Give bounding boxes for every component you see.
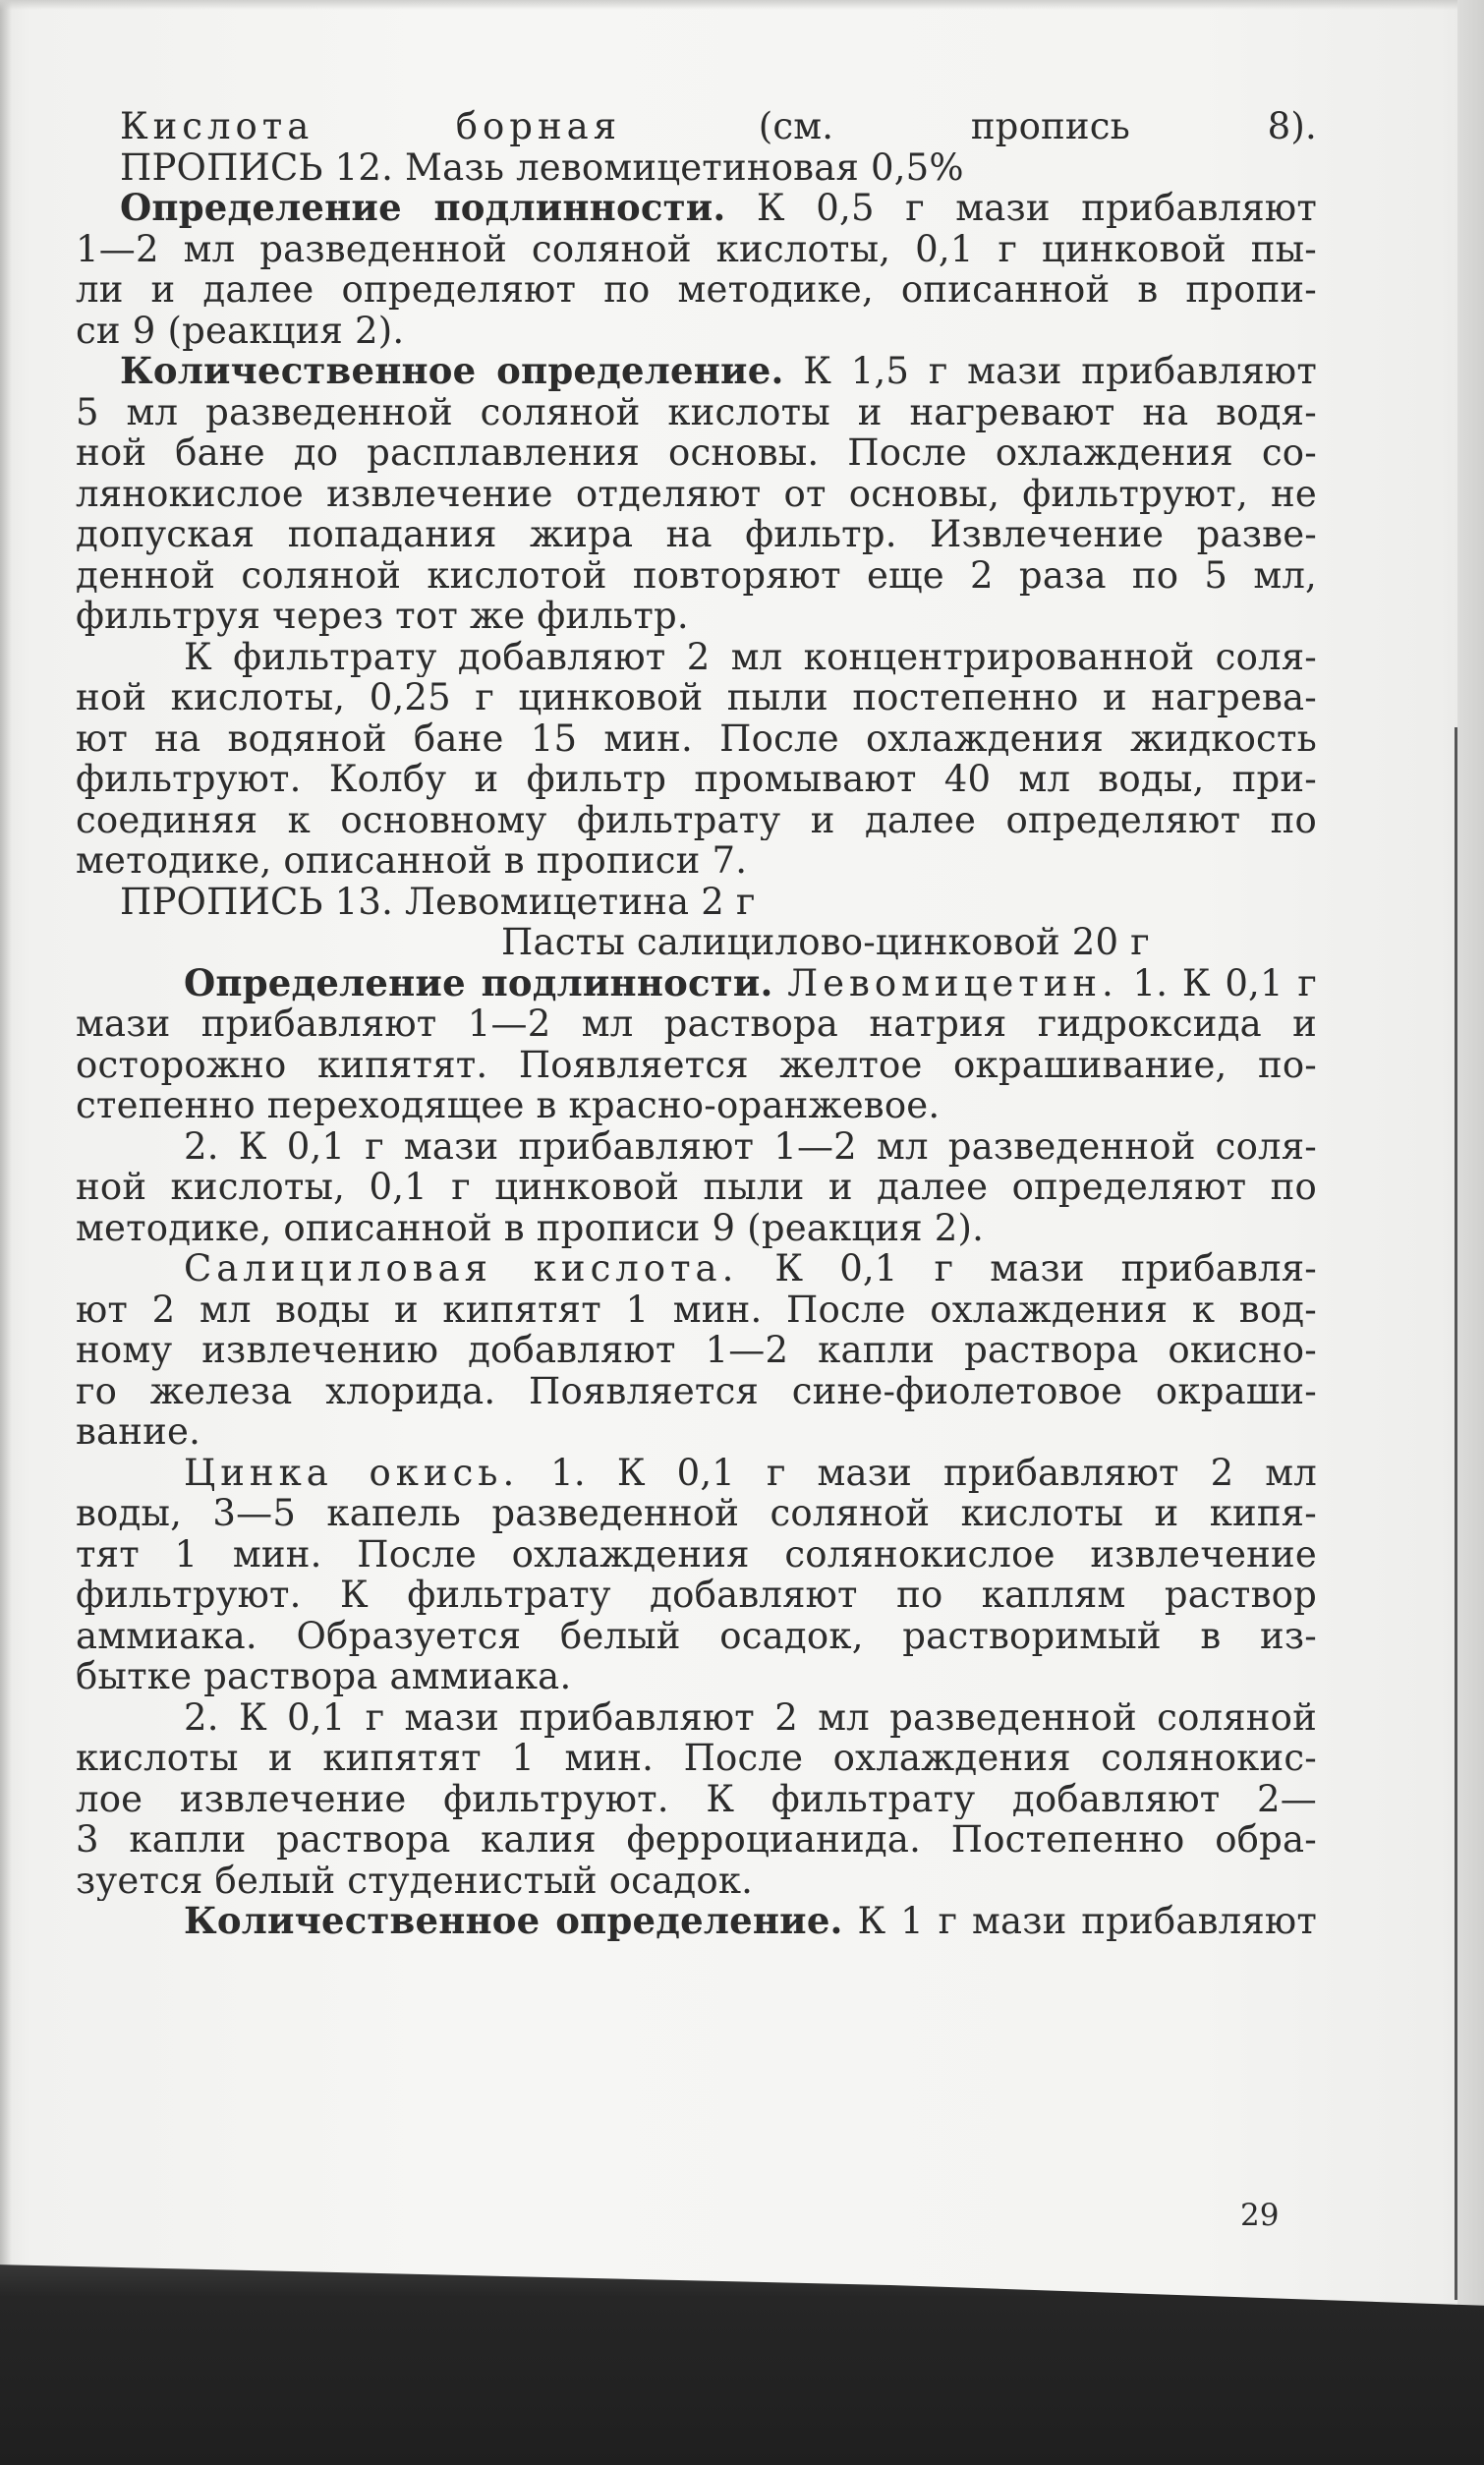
text-line: ют 2 мл воды и кипятят 1 мин. После охлаждения к вод- [76, 1289, 1317, 1330]
prescription-ingredient: Пасты салицилово-цинковой 20 г [501, 922, 1150, 963]
section-label: Количественное определение. [184, 1901, 843, 1942]
text-line: соединяя к основному фильтрату и далее определяют по [76, 799, 1317, 840]
text-line: Количественное определение. К 1,5 г мази прибавляют [120, 351, 1317, 392]
text-line: ной кислоты, 0,25 г цинковой пыли постепенно и нагрева- [76, 677, 1317, 718]
page-left-shadow [0, 0, 12, 2465]
text-line: го железа хлорида. Появляется сине-фиолетовое окраши- [76, 1370, 1317, 1411]
text-line: ной бане до расплавления основы. После охлаждения со- [76, 432, 1317, 474]
text-line: 5 мл разведенной соляной кислоты и нагревают на водя- [76, 391, 1317, 432]
text-line: Определение подлинности. К 0,5 г мази прибавляют [120, 188, 1317, 229]
text-line: аммиака. Образуется белый осадок, растворимый в из- [76, 1615, 1317, 1656]
text-line: 2. К 0,1 г мази прибавляют 1—2 мл разведенной соля- [184, 1125, 1317, 1167]
text-line: степенно переходящее в красно-оранжевое. [76, 1085, 941, 1126]
page-right-margin [1457, 0, 1484, 2465]
text-line: ли и далее определяют по методике, описанной в пропи- [76, 269, 1317, 311]
substance-label: Левомицетин. [787, 962, 1118, 1003]
text-line: денной соляной кислотой повторяют еще 2 раза по 5 мл, [76, 554, 1317, 596]
text-line: си 9 (реакция 2). [76, 310, 405, 351]
text-line: ют на водяной бане 15 мин. После охлаждения жидкость [76, 717, 1317, 759]
text-line: методике, описанной в прописи 7. [76, 840, 748, 882]
text-line: К фильтрату добавляют 2 мл концентрированной соля- [184, 636, 1317, 677]
text-line: Кислота борная (см. пропись 8). [120, 106, 1317, 147]
text-line: ному извлечению добавляют 1—2 капли раствора окисно- [76, 1330, 1317, 1371]
text-line: Количественное определение. К 1 г мази прибавляют [184, 1901, 1317, 1942]
text-line: фильтруют. Колбу и фильтр промывают 40 мл воды, при- [76, 759, 1317, 800]
scan-dark-bottom-edge [0, 2261, 1484, 2465]
text-line: допуская попадания жира на фильтр. Извлечение разве- [76, 514, 1317, 555]
text-line: методике, описанной в прописи 9 (реакция 2). [76, 1207, 985, 1248]
text-line: воды, 3—5 капель разведенной соляной кислоты и кипя- [76, 1493, 1317, 1534]
text-line: 3 капли раствора калия ферроцианида. Постепенно обра- [76, 1819, 1317, 1861]
text-line: Определение подлинности. Левомицетин. 1. К 0,1 г [184, 962, 1317, 1003]
text-line: Салициловая кислота. К 0,1 г мази прибавля- [184, 1248, 1317, 1290]
prescription-heading: ПРОПИСЬ 12. Мазь левомицетиновая 0,5% [120, 146, 964, 188]
text-line: мази прибавляют 1—2 мл раствора натрия гидроксида и [76, 1003, 1317, 1045]
page-right-edge-line [1455, 727, 1457, 2300]
text-line: вание. [76, 1411, 201, 1453]
text-line: фильтруют. К фильтрату добавляют по каплям раствор [76, 1575, 1317, 1616]
text-line: 2. К 0,1 г мази прибавляют 2 мл разведенной соляной [184, 1696, 1317, 1738]
prescription-heading: ПРОПИСЬ 13. Левомицетина 2 г [120, 881, 756, 922]
text-line: зуется белый студенистый осадок. [76, 1860, 754, 1901]
page-top-shadow [0, 0, 1484, 10]
substance-label: Цинка окись. [184, 1452, 520, 1493]
page-body-text [76, 106, 1317, 1942]
section-label: Определение подлинности. [120, 188, 726, 229]
text-line: лянокислое извлечение отделяют от основы, фильтруют, не [76, 473, 1317, 514]
text-line: фильтруя через тот же фильтр. [76, 596, 689, 637]
text-line: кислоты и кипятят 1 мин. После охлаждения солянокис- [76, 1738, 1317, 1779]
text-line: Цинка окись. 1. К 0,1 г мази прибавляют 2 мл [184, 1452, 1317, 1493]
text-line: бытке раствора аммиака. [76, 1656, 572, 1697]
text-line: лое извлечение фильтруют. К фильтрату добавляют 2— [76, 1778, 1317, 1819]
page-number: 29 [1240, 2198, 1280, 2233]
text-line: тят 1 мин. После охлаждения солянокислое извлечение [76, 1533, 1317, 1575]
section-label: Определение подлинности. [184, 962, 773, 1003]
substance-label: Салициловая кислота. [184, 1248, 739, 1290]
text-line: ной кислоты, 0,1 г цинковой пыли и далее определяют по [76, 1167, 1317, 1208]
section-label: Количественное определение. [120, 351, 784, 392]
text-line: осторожно кипятят. Появляется желтое окрашивание, по- [76, 1044, 1317, 1085]
text-line: 1—2 мл разведенной соляной кислоты, 0,1 г цинковой пы- [76, 228, 1317, 269]
